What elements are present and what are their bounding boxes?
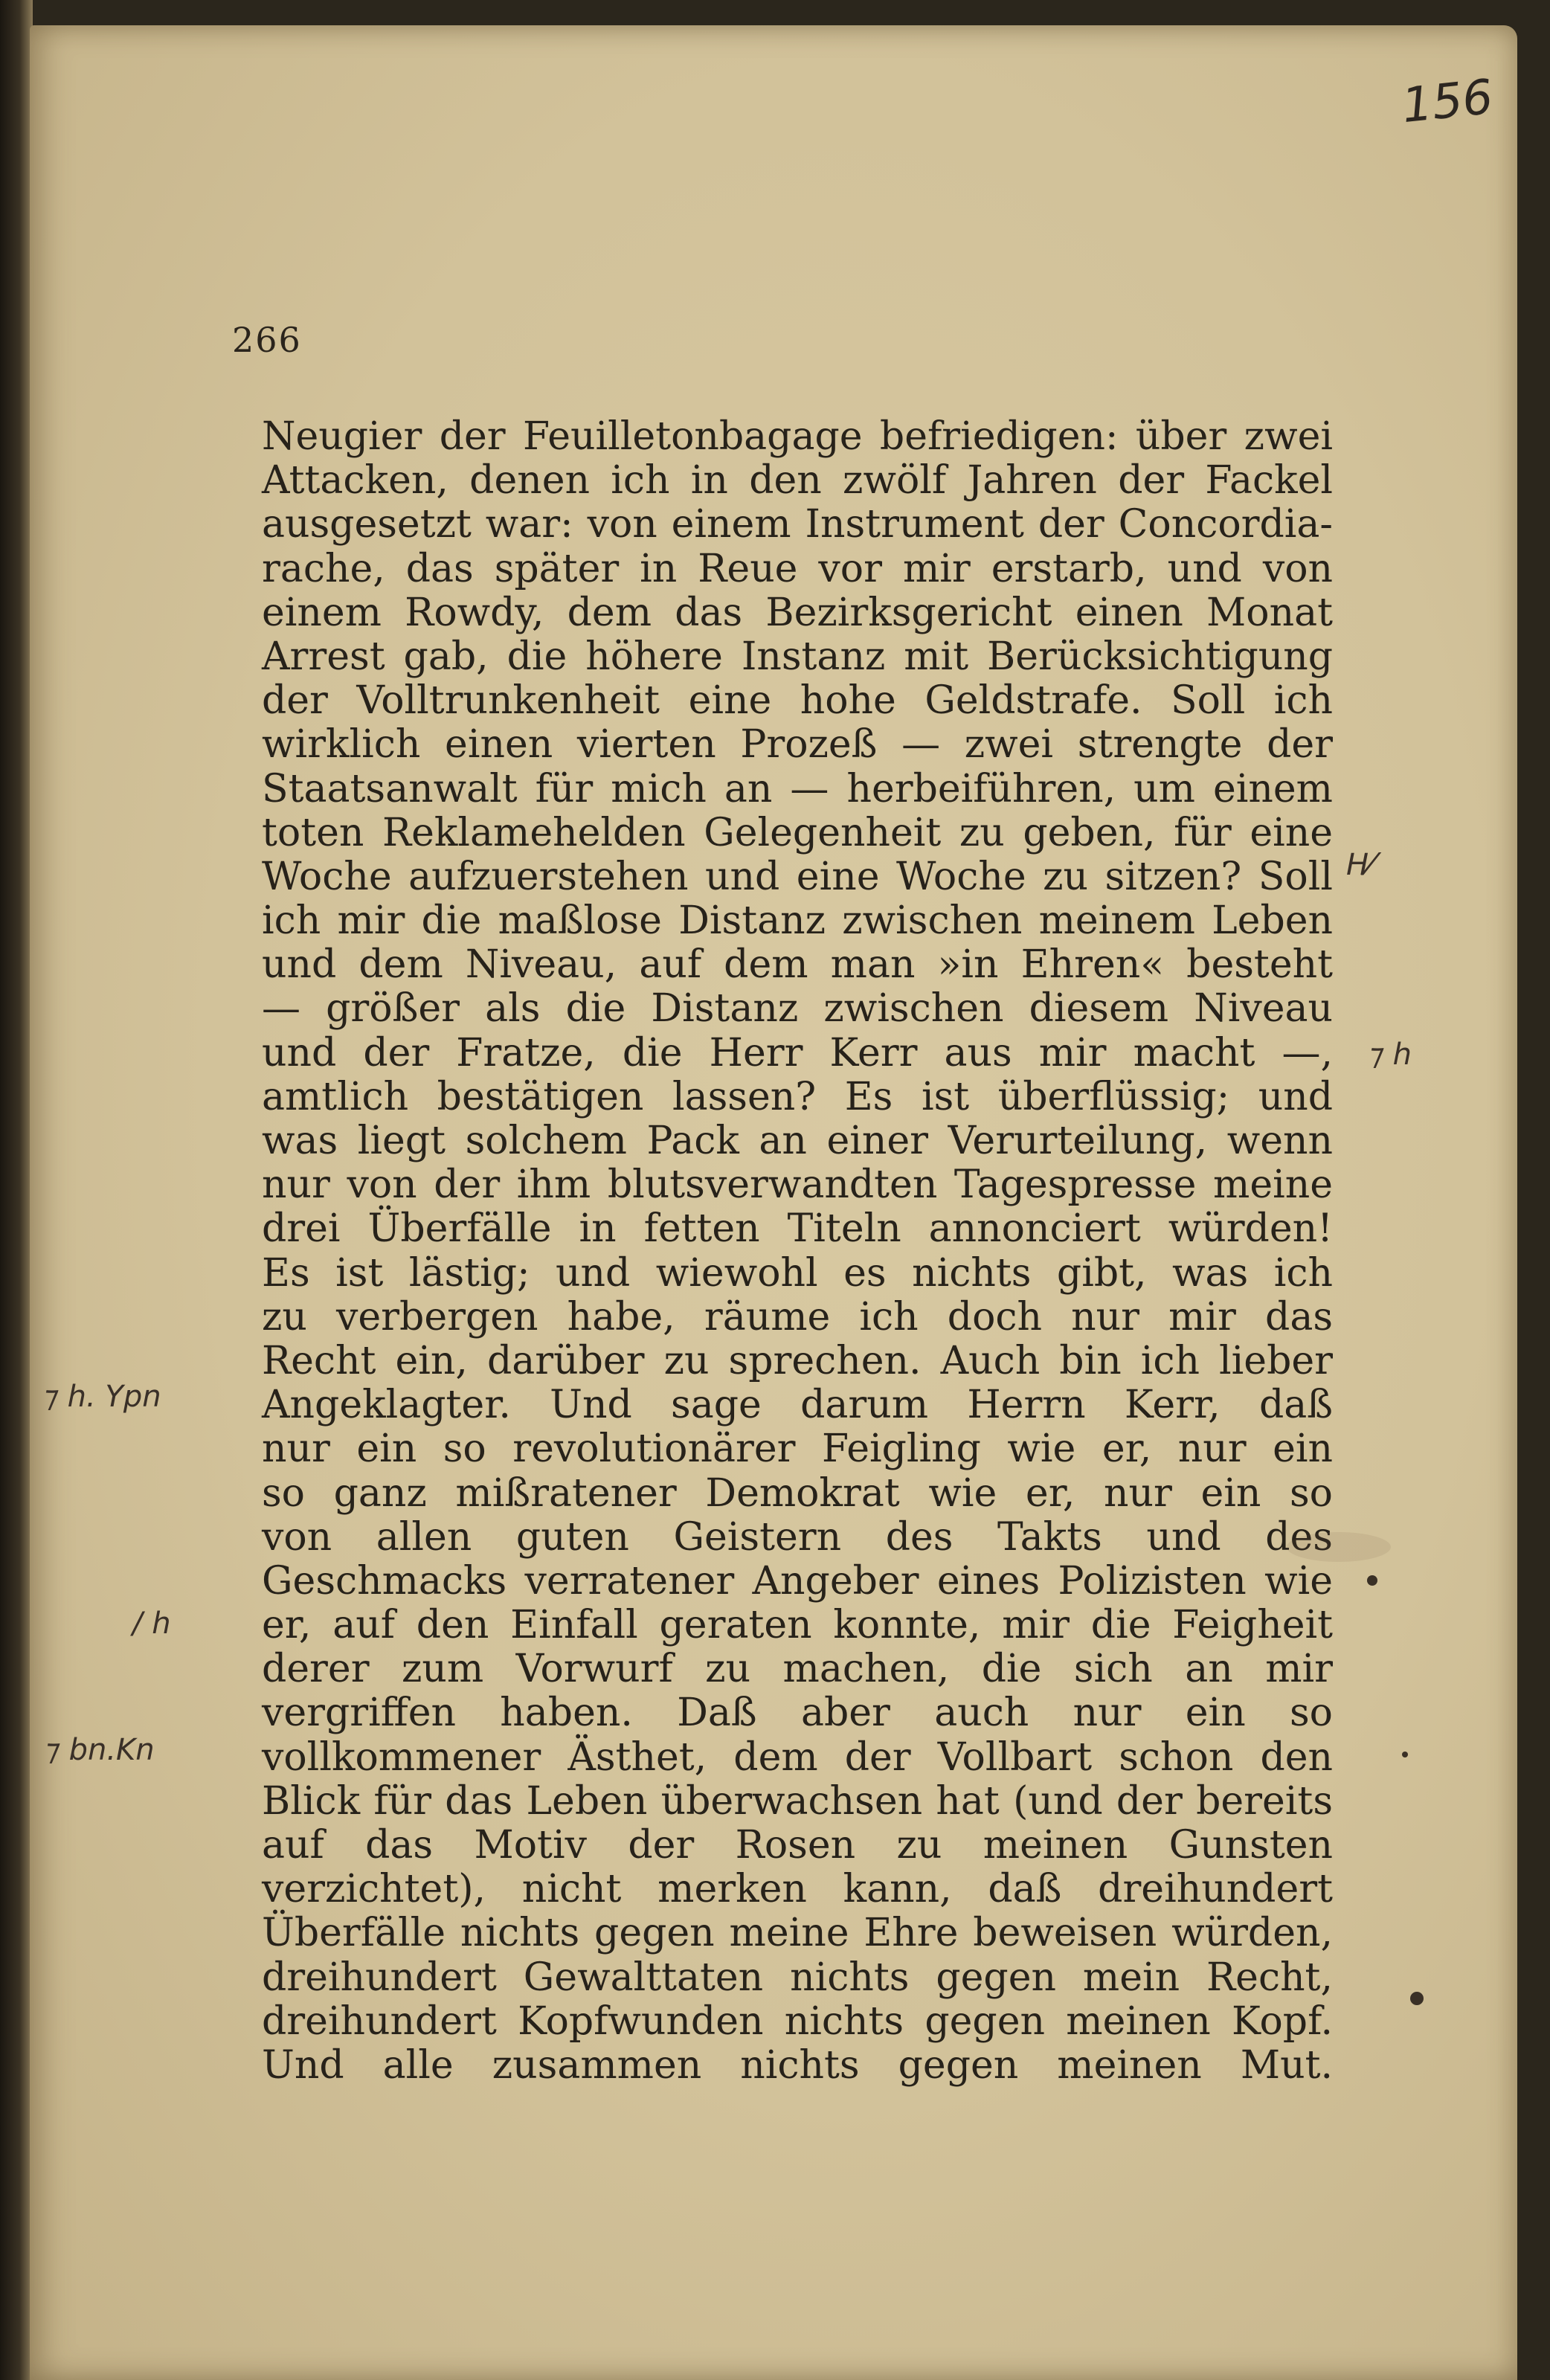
text-line: vollkommener Ästhet, dem der Vollbart schon den — [262, 1734, 1333, 1780]
text-line: Und alle zusammen nichts gegen meinen Mut. — [262, 2042, 1333, 2088]
body-text — [262, 415, 1333, 2088]
text-line: Recht ein, darüber zu sprechen. Auch bin ich lieber — [262, 1338, 1333, 1383]
text-line: was liegt solchem Pack an einer Verurteilung, wenn — [262, 1119, 1333, 1163]
text-line: er, auf den Einfall geraten konnte, mir die Feigheit — [262, 1603, 1333, 1648]
text-line: dreihundert Kopfwunden nichts gegen meinen Kopf. — [262, 1998, 1333, 2044]
margin-note-left: ⁊ h. Ypn — [43, 1380, 161, 1414]
text-line: Staatsanwalt für mich an — herbeiführen, um einem — [262, 766, 1333, 811]
text-line: dreihundert Gewalttaten nichts gegen mein Recht, — [262, 1955, 1333, 2000]
text-line: auf das Motiv der Rosen zu meinen Gunsten — [262, 1823, 1333, 1868]
text-line: Angeklagter. Und sage darum Herrn Kerr, daß — [262, 1383, 1333, 1428]
text-line: Es ist lästig; und wiewohl es nichts gibt, was ich — [262, 1250, 1333, 1296]
text-line: — größer als die Distanz zwischen diesem Niveau — [262, 986, 1333, 1032]
text-line: drei Überfälle in fetten Titeln annonciert würden! — [262, 1206, 1333, 1252]
text-line: Blick für das Leben überwachsen hat (und der bereits — [262, 1778, 1333, 1824]
text-line: ich mir die maßlose Distanz zwischen meinem Leben — [262, 898, 1333, 944]
margin-note-right: H⁄ — [1346, 848, 1374, 882]
text-line: nur von der ihm blutsverwandten Tagespresse meine — [262, 1162, 1333, 1208]
text-line: von allen guten Geistern des Takts und des — [262, 1514, 1333, 1560]
ink-dot — [1410, 1992, 1424, 2005]
text-line: Arrest gab, die höhere Instanz mit Berücksichtigung — [262, 634, 1333, 679]
text-line: vergriffen haben. Daß aber auch nur ein so — [262, 1691, 1333, 1736]
text-line: derer zum Vorwurf zu machen, die sich an mir — [262, 1647, 1333, 1692]
text-line: der Volltrunkenheit eine hohe Geldstrafe. Soll ich — [262, 678, 1333, 724]
book-spine — [0, 0, 33, 2380]
text-line: zu verbergen habe, räume ich doch nur mir das — [262, 1294, 1333, 1339]
text-line: Woche aufzuerstehen und eine Woche zu sitzen? Soll — [262, 854, 1333, 899]
text-line: so ganz mißratener Demokrat wie er, nur ein so — [262, 1470, 1333, 1516]
text-line: und der Fratze, die Herr Kerr aus mir macht —, — [262, 1030, 1333, 1075]
ink-dot — [1402, 1752, 1408, 1757]
text-line: einem Rowdy, dem das Bezirksgericht einen Monat — [262, 590, 1333, 635]
text-line: Attacken, denen ich in den zwölf Jahren der Fackel — [262, 458, 1333, 504]
margin-note-right: ⁊ h — [1369, 1038, 1412, 1072]
page-number: 266 — [232, 320, 302, 360]
margin-note-left: ⁊ bn.Kn — [45, 1733, 155, 1767]
text-line: rache, das später in Reue vor mir erstarb, und von — [262, 546, 1333, 591]
text-line: nur ein so revolutionärer Feigling wie er, nur ein — [262, 1427, 1333, 1472]
paper-stain — [1287, 1532, 1391, 1562]
margin-note-left: / h — [132, 1606, 171, 1641]
ink-dot — [1367, 1575, 1377, 1586]
text-line: ausgesetzt war: von einem Instrument der Concordia- — [262, 502, 1333, 547]
text-line: amtlich bestätigen lassen? Es ist überflüssig; und — [262, 1074, 1333, 1119]
text-line: Neugier der Feuilletonbagage befriedigen: über zwei — [262, 414, 1333, 459]
handwritten-folio-number: 156 — [1399, 69, 1496, 135]
text-line: wirklich einen vierten Prozeß — zwei strengte der — [262, 722, 1333, 768]
text-line: verzichtet), nicht merken kann, daß dreihundert — [262, 1867, 1333, 1912]
text-line: und dem Niveau, auf dem man »in Ehren« besteht — [262, 942, 1333, 988]
text-line: Geschmacks verratener Angeber eines Polizisten wie — [262, 1558, 1333, 1604]
text-line: Überfälle nichts gegen meine Ehre beweisen würden, — [262, 1911, 1333, 1956]
text-line: toten Reklamehelden Gelegenheit zu geben, für eine — [262, 810, 1333, 855]
